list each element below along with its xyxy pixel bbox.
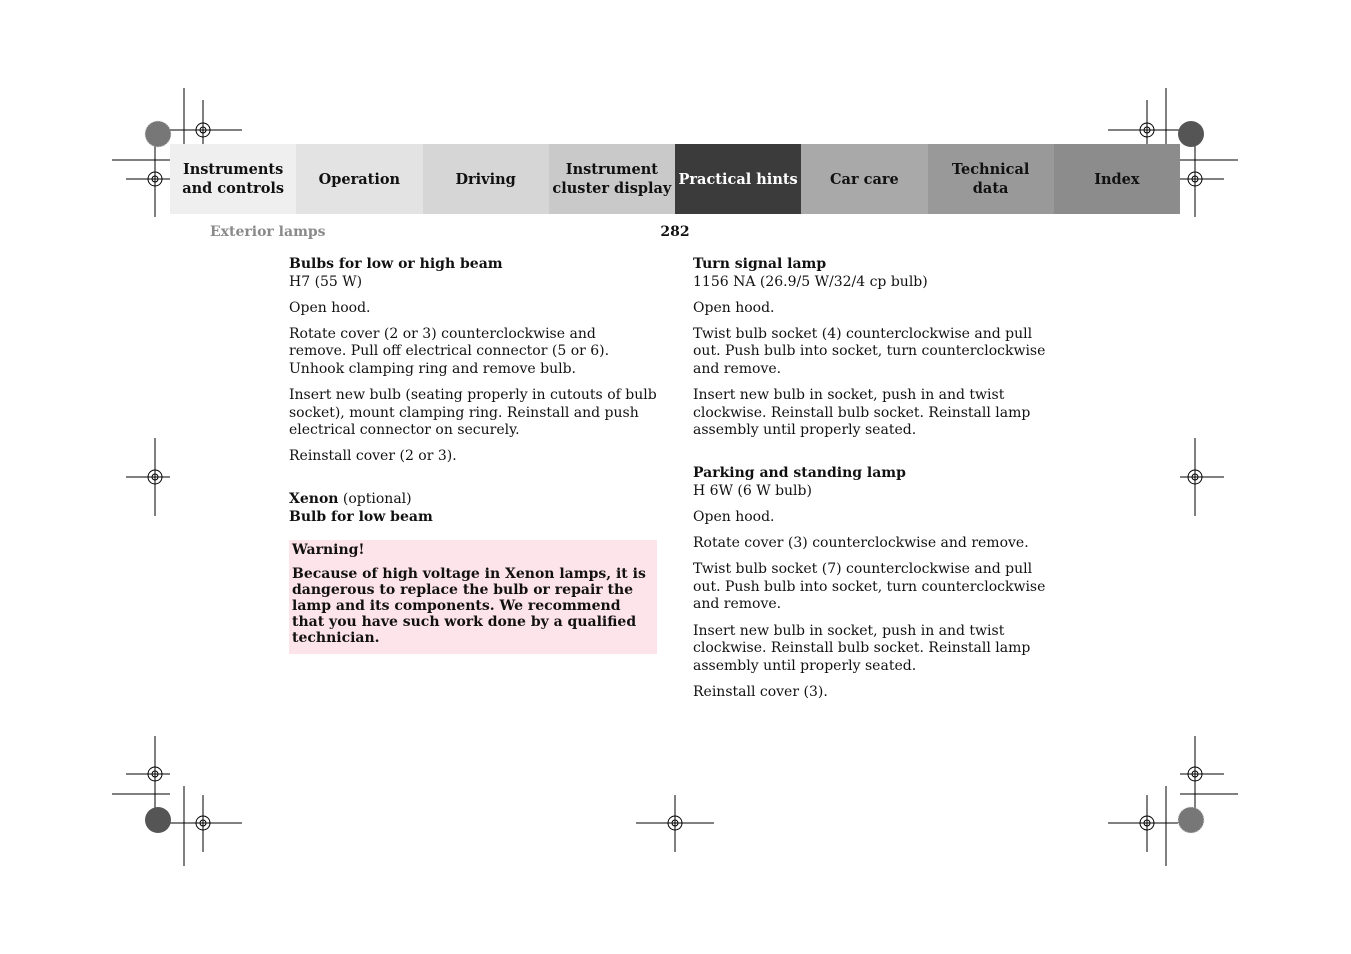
warning-title: Warning! — [292, 541, 365, 558]
parking-lamp-step: Rotate cover (3) counterclockwise and remove. — [693, 535, 1029, 552]
beam-step: Insert new bulb (seating properly in cutouts of bulb socket), mount clamping ring. Reinstall and push electrical connector on securely. — [289, 387, 657, 439]
tab-instruments-and-controls[interactable]: Instruments and controls — [170, 144, 296, 214]
turn-signal-step: Insert new bulb in socket, push in and twist clockwise. Reinstall bulb socket. Reinstall lamp assembly until properly seated. — [693, 387, 1031, 439]
xenon-optional-note: (optional) — [338, 491, 412, 508]
xenon-heading — [289, 491, 657, 509]
beam-step: Open hood. — [289, 299, 371, 316]
beam-bulbs-heading: Bulbs for low or high beam — [289, 256, 503, 272]
page-number: 282 — [660, 224, 690, 240]
tab-driving[interactable]: Driving — [423, 144, 549, 214]
chapter-tabs — [170, 144, 1180, 214]
turn-signal-spec: 1156 NA (26.9/5 W/32/4 cp bulb) — [693, 273, 928, 290]
warning-text: Because of high voltage in Xenon lamps, it is dangerous to replace the bulb or repair the lamp and its components. We recommend that you have such work done by a qualified technician. — [292, 566, 646, 647]
tab-operation[interactable]: Operation — [296, 144, 422, 214]
right-column — [693, 256, 1063, 710]
tab-technical-data[interactable]: Technical data — [928, 144, 1054, 214]
parking-lamp-step: Reinstall cover (3). — [693, 683, 828, 700]
xenon-title: Xenon — [289, 491, 339, 508]
parking-lamp-heading: Parking and standing lamp — [693, 465, 906, 482]
beam-step: Rotate cover (2 or 3) counterclockwise and remove. Pull off electrical connector (5 or 6). Unhook clamping ring and remove bulb. — [289, 325, 610, 377]
tab-practical-hints[interactable]: Practical hints — [675, 144, 801, 214]
parking-lamp-step: Insert new bulb in socket, push in and twist clockwise. Reinstall bulb socket. Reinstall lamp assembly until properly seated. — [693, 622, 1031, 674]
parking-lamp-spec: H 6W (6 W bulb) — [693, 482, 812, 499]
turn-signal-heading: Turn signal lamp — [693, 256, 827, 272]
parking-lamp-step: Twist bulb socket (7) counterclockwise and pull out. Push bulb into socket, turn counterclockwise and remove. — [693, 561, 1046, 613]
tab-instrument-cluster-display[interactable]: Instrument cluster display — [549, 144, 675, 214]
beam-step: Reinstall cover (2 or 3). — [289, 448, 457, 465]
left-column — [289, 256, 657, 654]
turn-signal-step: Open hood. — [693, 299, 775, 316]
warning-box — [289, 540, 657, 655]
tab-car-care[interactable]: Car care — [801, 144, 927, 214]
parking-lamp-step: Open hood. — [693, 509, 775, 526]
tab-index[interactable]: Index — [1054, 144, 1180, 214]
turn-signal-step: Twist bulb socket (4) counterclockwise and pull out. Push bulb into socket, turn counterclockwise and remove. — [693, 325, 1046, 377]
xenon-subheading: Bulb for low beam — [289, 509, 433, 526]
beam-bulb-spec: H7 (55 W) — [289, 273, 363, 290]
section-title: Exterior lamps — [210, 224, 326, 240]
